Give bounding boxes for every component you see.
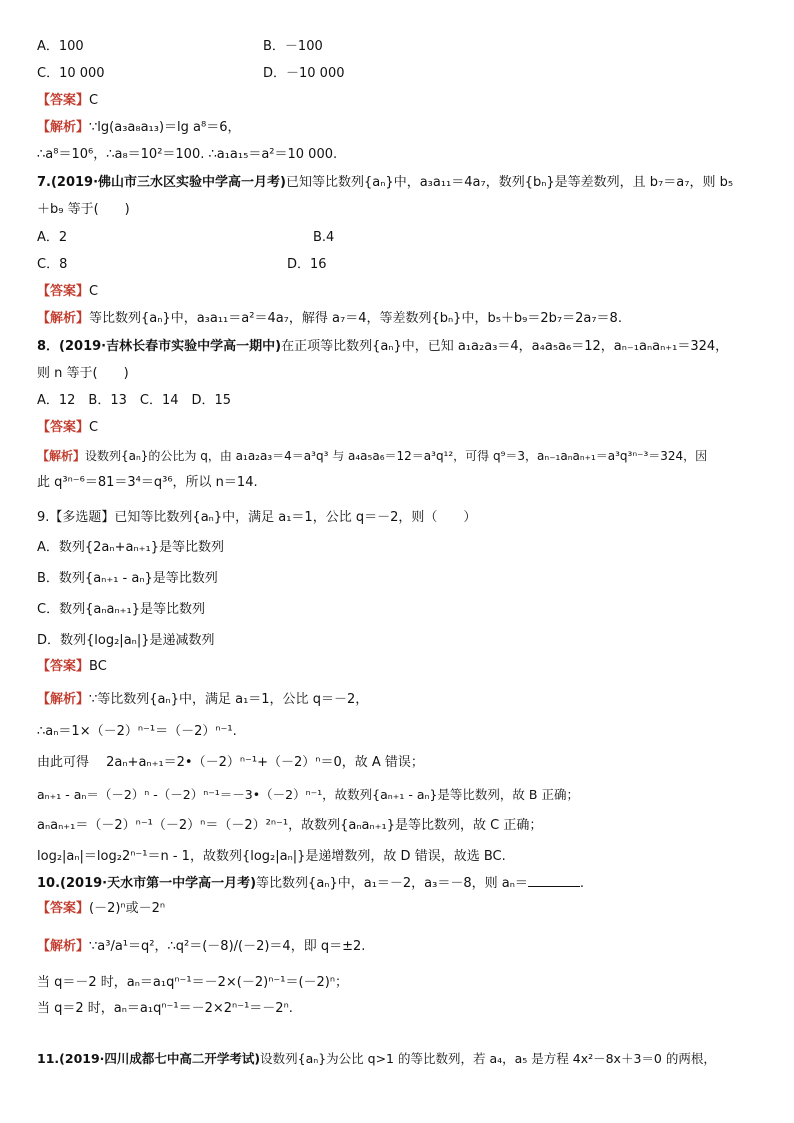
- question-stem: 在正项等比数列{aₙ}中，已知 a₁a₂a₃＝4，a₄a₅a₆＝12，aₙ₋₁aₙaₙ₊₁＝324，: [281, 339, 729, 354]
- q6-options-cd: [37, 65, 758, 83]
- answer-tag: 【答案】: [37, 901, 90, 916]
- q7-option-b: B.4: [313, 230, 335, 245]
- q9-analysis-line-5: aₙaₙ₊₁＝（－2）ⁿ⁻¹（－2）ⁿ＝（－2）²ⁿ⁻¹，故数列{aₙaₙ₊₁}是等比数列，故 C 正确；: [37, 818, 543, 833]
- q7-options-ab: [37, 229, 758, 247]
- answer-tag: 【答案】: [37, 93, 90, 108]
- q8-options: A．12 B．13 C．14 D．15: [37, 393, 232, 408]
- q6-options-ab: [37, 38, 758, 56]
- q7-stem-line-2: ＋b₉ 等于( ): [37, 202, 130, 217]
- answer-tag: 【答案】: [37, 659, 90, 674]
- q9-option-c: C．数列{aₙaₙ₊₁}是等比数列: [37, 602, 205, 617]
- stem-end: .: [579, 876, 585, 891]
- analysis-tag: 【解析】: [37, 449, 86, 463]
- question-stem: 等比数列{aₙ}中，a₁＝－2，a₃＝－8，则 aₙ＝: [256, 876, 528, 891]
- answer-tag: 【答案】: [37, 420, 90, 435]
- q8-stem-line-1: [37, 338, 758, 356]
- analysis-text: ∵a³/a¹＝q²，∴q²＝(－8)/(－2)＝4，即 q＝±2.: [89, 939, 366, 954]
- analysis-text: 设数列{aₙ}的公比为 q，由 a₁a₂a₃＝4＝a³q³ 与 a₄a₅a₆＝12＝a³q¹²，可得 q⁹＝3，aₙ₋₁aₙaₙ₊₁＝a³q³ⁿ⁻³＝324，因: [85, 449, 708, 463]
- q9-option-b: B．数列{aₙ₊₁ - aₙ}是等比数列: [37, 571, 218, 586]
- question-type-tag: 【多选题】: [49, 510, 115, 525]
- question-number: 8．: [37, 339, 60, 354]
- q9-analysis-line-3: 由此可得 2aₙ+aₙ₊₁＝2•（－2）ⁿ⁻¹+（－2）ⁿ＝0，故 A 错误；: [37, 755, 424, 770]
- q7-option-a: A．2: [37, 230, 68, 245]
- question-source: (2019·佛山市三水区实验中学高一月考): [50, 175, 286, 190]
- q8-analysis-line-2: 此 q³ⁿ⁻⁶＝81＝3⁴＝q³⁶，所以 n＝14.: [37, 475, 258, 490]
- q7-stem-line-1: [37, 174, 758, 192]
- q10-analysis-line-3: 当 q＝2 时，aₙ＝a₁qⁿ⁻¹＝－2×2ⁿ⁻¹＝－2ⁿ.: [37, 1001, 293, 1016]
- q6-analysis-line-2: ∴a⁸＝10⁶，∴a₈＝10²＝100. ∴a₁a₁₅＝a²＝10 000.: [37, 147, 338, 162]
- q9-option-a: A．数列{2aₙ+aₙ₊₁}是等比数列: [37, 540, 224, 555]
- question-stem: 已知等比数列{aₙ}中，a₃a₁₁＝4a₇，数列{bₙ}是等差数列，且 b₇＝a₇，则 b₅: [286, 175, 734, 190]
- q9-stem: [37, 509, 758, 527]
- question-number: 11.: [37, 1051, 60, 1066]
- q10-analysis-line-2: 当 q＝－2 时，aₙ＝a₁qⁿ⁻¹＝－2×(－2)ⁿ⁻¹＝(－2)ⁿ；: [37, 975, 349, 990]
- answer-value: C: [89, 284, 99, 299]
- q10-stem: [37, 874, 758, 893]
- q10-analysis-line-1: [37, 938, 758, 956]
- q6-option-c: C．10 000: [37, 66, 105, 81]
- q10-answer: [37, 900, 758, 918]
- q8-analysis-line-1: [37, 447, 758, 465]
- q6-analysis-line-1: [37, 119, 758, 137]
- analysis-tag: 【解析】: [37, 311, 90, 326]
- answer-value: C: [89, 93, 99, 108]
- q9-analysis-line-1: [37, 691, 758, 709]
- q6-option-a: A．100: [37, 39, 84, 54]
- question-number: 7.: [37, 175, 51, 190]
- analysis-text: ∵lg(a₃a₈a₁₃)＝lg a⁸＝6，: [89, 120, 241, 135]
- q9-analysis-line-6: log₂|aₙ|＝log₂2ⁿ⁻¹＝n - 1，故数列{log₂|aₙ|}是递增数列，故 D 错误，故选 BC.: [37, 849, 506, 864]
- analysis-tag: 【解析】: [37, 120, 90, 135]
- question-stem: 设数列{aₙ}为公比 q>1 的等比数列，若 a₄，a₅ 是方程 4x²－8x＋3＝0 的两根，: [260, 1051, 716, 1066]
- question-stem: 已知等比数列{aₙ}中，满足 a₁＝1，公比 q＝－2，则（ ）: [114, 510, 477, 525]
- analysis-tag: 【解析】: [37, 939, 90, 954]
- q11-stem: [37, 1050, 758, 1068]
- question-number: 10.: [37, 876, 61, 891]
- analysis-text: ∵等比数列{aₙ}中，满足 a₁＝1，公比 q＝－2，: [89, 692, 369, 707]
- answer-blank: [528, 874, 580, 887]
- q7-option-d: D．16: [287, 257, 327, 272]
- q8-stem-line-2: 则 n 等于( ): [37, 366, 129, 381]
- q9-answer: [37, 658, 758, 676]
- q9-analysis-line-4: aₙ₊₁ - aₙ＝（－2）ⁿ -（－2）ⁿ⁻¹＝－3•（－2）ⁿ⁻¹，故数列{aₙ₊₁ - aₙ}是等比数列，故 B 正确；: [37, 787, 579, 802]
- q7-option-c: C．8: [37, 257, 68, 272]
- q9-option-d: D．数列{log₂|aₙ|}是递减数列: [37, 633, 215, 648]
- q7-options-cd: [37, 256, 758, 274]
- q6-answer: [37, 92, 758, 110]
- question-source: (2019·四川成都七中高二开学考试): [59, 1051, 261, 1066]
- question-number: 9.: [37, 510, 50, 525]
- q7-analysis: [37, 310, 758, 328]
- analysis-text: 等比数列{aₙ}中，a₃a₁₁＝a²＝4a₇，解得 a₇＝4，等差数列{bₙ}中，b₅＋b₉＝2b₇＝2a₇＝8.: [89, 311, 622, 326]
- answer-value: C: [89, 420, 99, 435]
- answer-value: BC: [89, 659, 107, 674]
- answer-tag: 【答案】: [37, 284, 90, 299]
- answer-value: (－2)ⁿ或－2ⁿ: [89, 901, 166, 916]
- q8-answer: [37, 419, 758, 437]
- q6-option-b: B．－100: [263, 39, 323, 54]
- q7-answer: [37, 283, 758, 301]
- q9-analysis-line-2: ∴aₙ＝1×（－2）ⁿ⁻¹＝（－2）ⁿ⁻¹.: [37, 724, 237, 739]
- question-source: (2019·吉林长春市实验中学高一期中): [59, 339, 282, 354]
- q6-option-d: D．－10 000: [263, 66, 345, 81]
- analysis-tag: 【解析】: [37, 692, 90, 707]
- question-source: (2019·天水市第一中学高一月考): [60, 876, 257, 891]
